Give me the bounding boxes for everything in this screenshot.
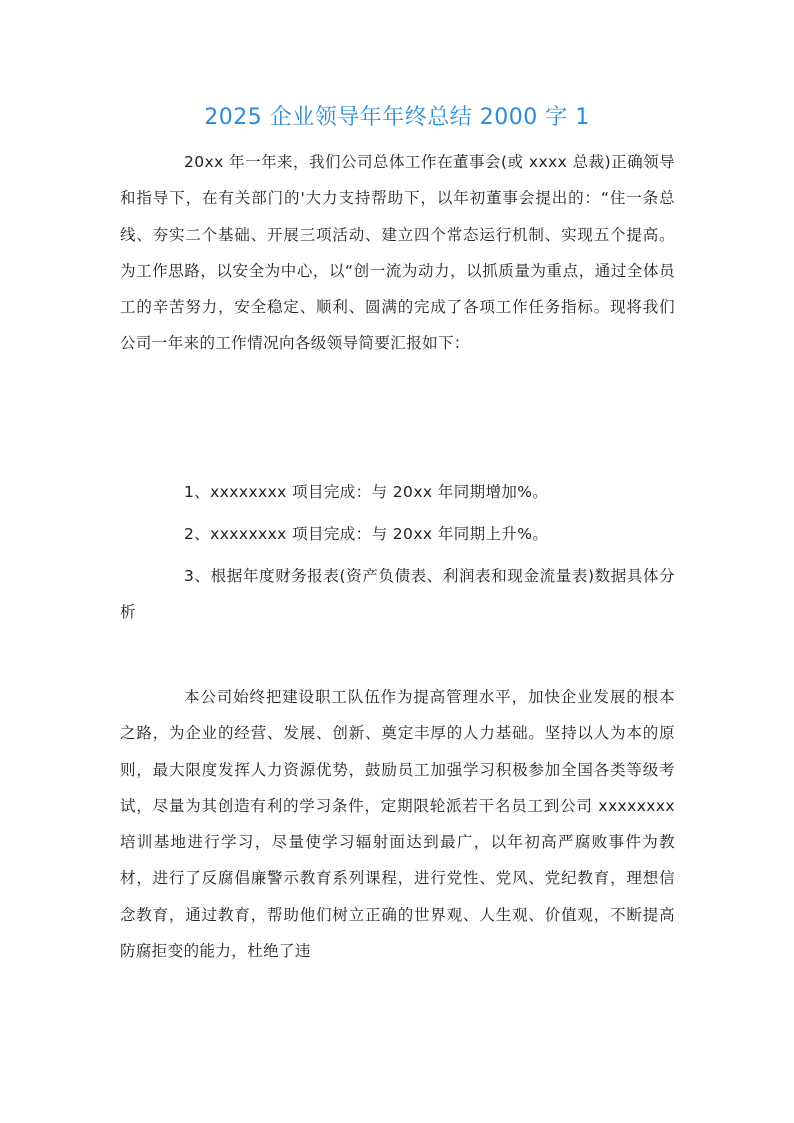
- list-item-1: 1、xxxxxxxx 项目完成：与 20xx 年同期增加%。: [184, 483, 549, 501]
- document-title: 2025 企业领导年年终总结 2000 字 1: [204, 105, 590, 130]
- intro-paragraph: 20xx 年一年来，我们公司总体工作在董事会(或 xxxx 总裁)正确领导和指导下，在有关部门的'大力支持帮助下，以年初董事会提出的：“住一条总线、夯实二个基础、开展三项活动、建立四个常态运行机制、实现五个提高。为工作思路，以安全为中心，以“创一流为动力，以抓质量为重点，通过全体员工的辛苦努力，安全稳定、顺利、圆满的完成了各项工作任务指标。现将我们公司一年来的工作情况向各级领导简要汇报如下：: [120, 153, 675, 353]
- list-item-2: 2、xxxxxxxx 项目完成：与 20xx 年同期上升%。: [184, 525, 549, 543]
- staff-paragraph: 本公司始终把建设职工队伍作为提高管理水平，加快企业发展的根本之路，为企业的经营、发展、创新、奠定丰厚的人力基础。坚持以人为本的原则，最大限度发挥人力资源优势，鼓励员工加强学习积极参加全国各类等级考试，尽量为其创造有利的学习条件，定期限轮派若干名员工到公司 xxxxxxxx 培训基地进行学习，尽量使学习辐射面达到最广，以年初高严腐败事件为教材，进行了反腐倡廉警示教育系列课程，进行党性、党风、党纪教育，理想信念教育，通过教育，帮助他们树立正确的世界观、人生观、价值观，不断提高防腐拒变的能力，杜绝了违: [120, 688, 675, 961]
- list-item-3: 3、根据年度财务报表(资产负债表、利润表和现金流量表)数据具体分析: [120, 567, 675, 622]
